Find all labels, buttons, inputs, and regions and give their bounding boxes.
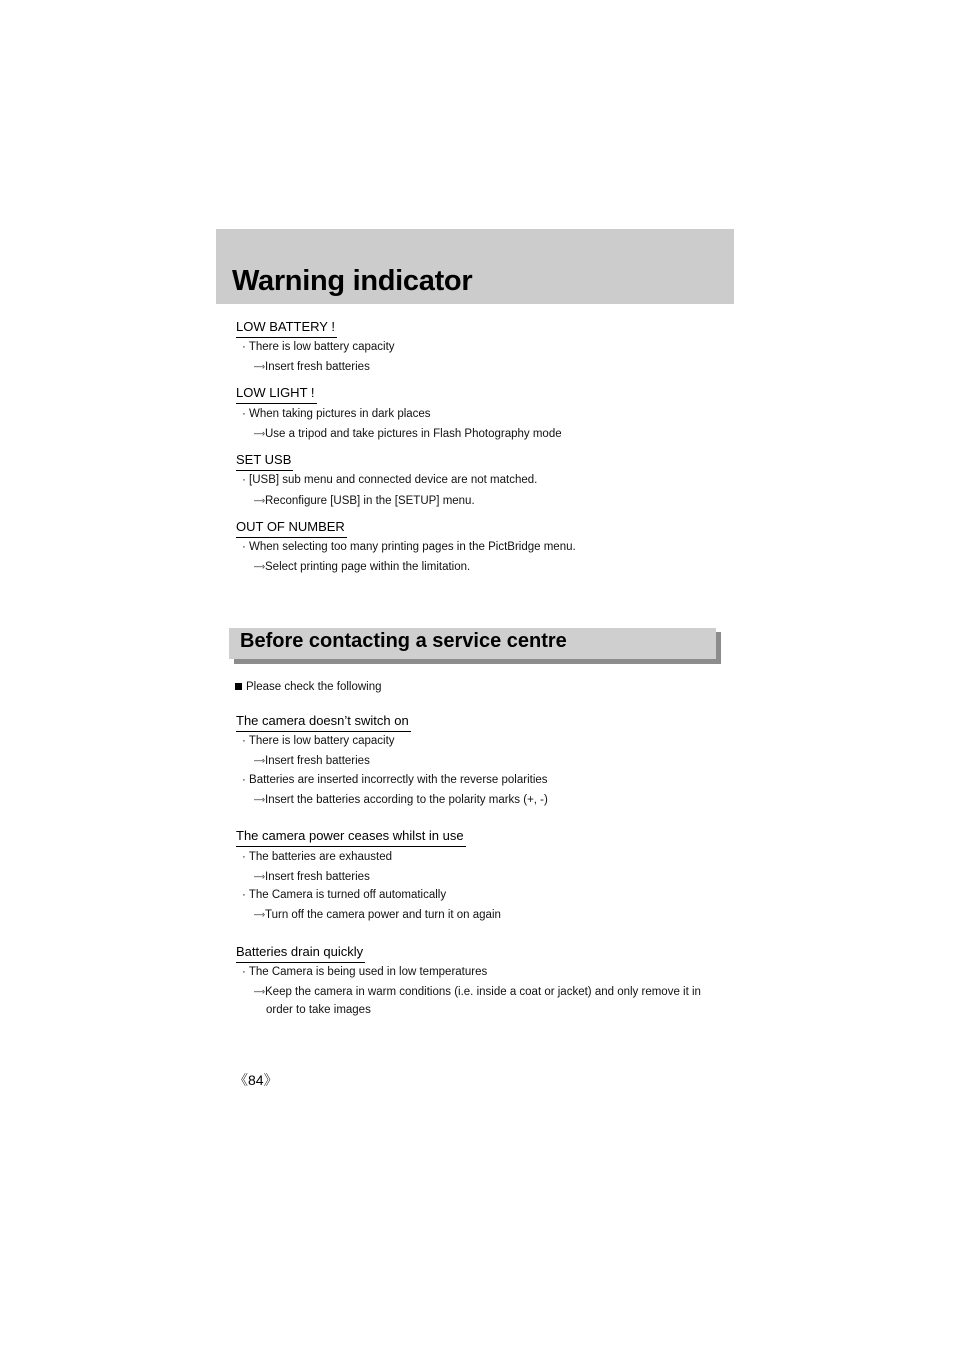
warning-heading-set-usb: SET USB [236,452,293,471]
service-remedy: —›Insert fresh batteries [254,755,370,767]
service-cause: · Batteries are inserted incorrectly with the reverse polarities [242,774,548,786]
arrow-right-icon: —› [254,495,264,505]
arrow-right-icon: —› [254,909,264,919]
warning-cause: · When taking pictures in dark places [242,408,431,420]
arrow-right-icon: —› [254,361,264,371]
service-cause: · There is low battery capacity [242,735,395,747]
service-cause: · The batteries are exhausted [242,851,393,863]
warning-cause: · There is low battery capacity [242,341,395,353]
square-bullet-icon [235,683,242,690]
arrow-right-icon: —› [254,428,264,438]
warning-remedy: —›Use a tripod and take pictures in Flash Photography mode [254,428,562,440]
warning-heading-low-battery: LOW BATTERY ! [236,319,337,338]
arrow-right-icon: —› [254,871,264,881]
arrow-right-icon: —› [254,794,264,804]
arrow-right-icon: —› [254,755,264,765]
section-bar [229,628,716,659]
service-remedy: —›Turn off the camera power and turn it on again [254,909,501,921]
service-remedy: —›Insert the batteries according to the polarity marks (+, -) [254,794,548,806]
service-remedy: —›Insert fresh batteries [254,871,370,883]
warning-remedy: —›Reconfigure [USB] in the [SETUP] menu. [254,495,475,507]
service-heading-no-switch-on: The camera doesn’t switch on [236,713,411,732]
title-band [216,229,734,304]
arrow-right-icon: —› [254,986,264,996]
page-number: 《84》 [234,1072,278,1088]
service-remedy-continued: order to take images [266,1004,371,1016]
service-cause: · The Camera is turned off automatically [242,889,447,901]
intro-note: Please check the following [235,680,382,694]
arrow-right-icon: —› [254,561,264,571]
page-title: Warning indicator [232,265,473,297]
warning-cause: · When selecting too many printing pages in the PictBridge menu. [242,541,576,553]
warning-heading-out-of-number: OUT OF NUMBER [236,519,347,538]
warning-remedy: —›Select printing page within the limitation. [254,561,471,573]
service-cause: · The Camera is being used in low temperatures [242,966,488,978]
section-title: Before contacting a service centre [240,630,567,652]
service-heading-drain-quickly: Batteries drain quickly [236,944,365,963]
service-remedy: —›Keep the camera in warm conditions (i.e. inside a coat or jacket) and only remove it in [254,986,701,998]
service-heading-power-ceases: The camera power ceases whilst in use [236,828,466,847]
warning-remedy: —›Insert fresh batteries [254,361,370,373]
warning-cause: · [USB] sub menu and connected device are not matched. [242,474,538,486]
warning-heading-low-light: LOW LIGHT ! [236,385,317,404]
